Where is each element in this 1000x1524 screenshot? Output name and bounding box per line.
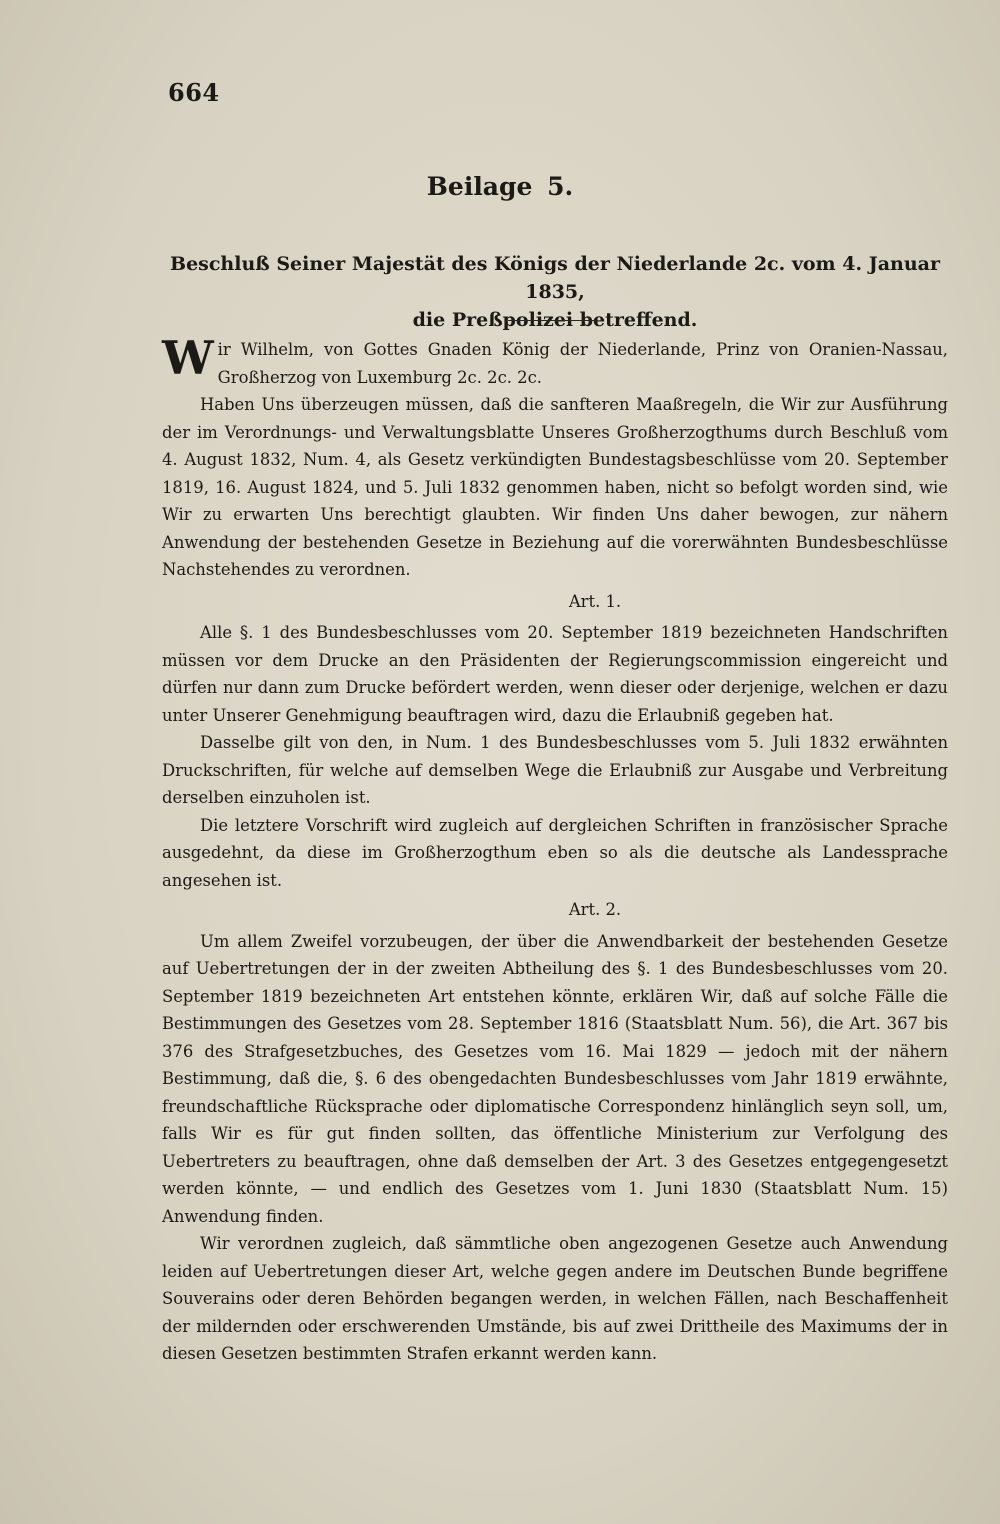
document-title xyxy=(160,250,950,334)
intro-paragraph xyxy=(162,331,948,391)
drop-cap: W xyxy=(162,331,214,385)
article-2-label: Art. 2. xyxy=(568,900,622,919)
title-divider xyxy=(508,320,598,321)
intro-text: ir Wilhelm, von Gottes Gnaden König der Niederlande, Prinz von Oranien-Nassau, Großherzog von Luxemburg 2c. 2c. 2c. xyxy=(217,340,948,387)
title-line-2: die Preßpolizei betreffend. xyxy=(412,309,698,331)
article-1-paragraph-1: Alle §. 1 des Bundesbeschlusses vom 20. September 1819 bezeichneten Handschriften müssen vor dem Drucke an den Präsidenten der Regierungscommission eingereicht und dürfen nur dann zum Drucke befördert werden, wenn dieser oder derjenige, welchen er dazu unter Unserer Genehmigung beauftragen wird, dazu die Erlaubniß gegeben hat. xyxy=(162,623,948,725)
article-1-label: Art. 1. xyxy=(568,591,622,611)
document-body xyxy=(162,331,948,1368)
page-number: 664 xyxy=(168,78,220,107)
article-2-paragraph-2: Wir verordnen zugleich, daß sämmtliche oben angezogenen Gesetze auch Anwendung leiden auf Uebertretungen dieser Art, welche gegen andere im Deutschen Bunde begriffene Souverains oder deren Behörden begangen werden, in welchen Fällen, nach Beschaffenheit der mildernden oder erschwerenden Umstände, bis auf zwei Drittheile des Maximums der in diesen Gesetzen bestimmten Strafen erkannt werden kann. xyxy=(162,1234,948,1363)
section-heading: Beilage 5. xyxy=(426,172,574,201)
title-line-1: Beschluß Seiner Majestät des Königs der Niederlande 2c. vom 4. Januar 1835, xyxy=(170,253,940,303)
paragraph-1: Haben Uns überzeugen müssen, daß die sanfteren Maaßregeln, die Wir zur Ausführung der im Verordnungs- und Verwaltungsblatte Unseres Großherzogthums durch Beschluß vom 4. August 1832, Num. 4, als Gesetz verkündigten Bundestagsbeschlüsse vom 20. September 1819, 16. August 1824, und 5. Juli 1832 genommen haben, nicht so befolgt worden sind, wie Wir zu erwarten Uns berechtigt glaubten. Wir finden Uns daher bewogen, zur nähern Anwendung der bestehenden Gesetze in Beziehung auf die vorerwähnten Bundesbeschlüsse Nachstehendes zu verordnen. xyxy=(162,395,948,579)
article-2-paragraph-1: Um allem Zweifel vorzubeugen, der über die Anwendbarkeit der bestehenden Gesetze auf Uebertretungen der in der zweiten Abtheilung des §. 1 des Bundesbeschlusses vom 20. September 1819 bezeichneten Art entstehen könnte, erklären Wir, daß auf solche Fälle die Bestimmungen des Gesetzes vom 28. September 1816 (Staatsblatt Num. 56), die Art. 367 bis 376 des Strafgesetzbuches, des Gesetzes vom 16. Mai 1829 — jedoch mit der nähern Bestimmung, daß die, §. 6 des obengedachten Bundesbeschlusses vom Jahr 1819 erwähnte, freundschaftliche Rücksprache oder diplomatische Correspondenz hinlänglich seyn soll, um, falls Wir es für gut finden sollten, das öffentliche Ministerium zur Verfolgung des Uebertreters zu beauftragen, ohne daß demselben der Art. 3 des Gesetzes entgegengesetzt werden könnte, — und endlich des Gesetzes vom 1. Juni 1830 (Staatsblatt Num. 15) Anwendung finden. xyxy=(162,931,948,1226)
article-1-paragraph-3: Die letztere Vorschrift wird zugleich auf dergleichen Schriften in französischer Sprache ausgedehnt, da diese im Großherzogthum eben so als die deutsche als Landessprache angesehen ist. xyxy=(162,815,948,890)
article-1-paragraph-2: Dasselbe gilt von den, in Num. 1 des Bundesbeschlusses vom 5. Juli 1832 erwähnten Druckschriften, für welche auf demselben Wege die Erlaubniß zur Ausgabe und Verbreitung derselben einzuholen ist. xyxy=(162,733,948,807)
